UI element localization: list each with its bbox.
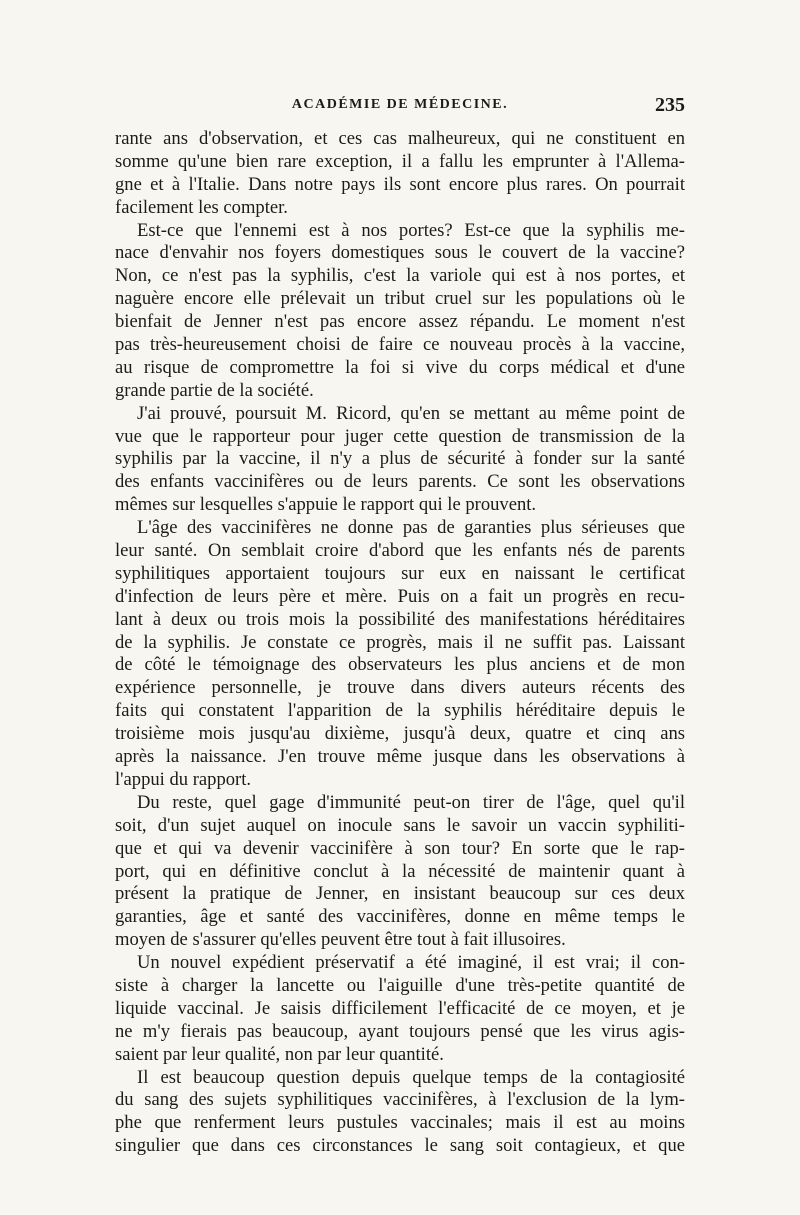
page-number: 235 — [655, 94, 685, 116]
text-line: rante ans d'observation, et ces cas malheureux, qui ne constituent en — [115, 128, 685, 149]
text-line: moyen de s'assurer qu'elles peuvent être tout à fait illusoires. — [115, 929, 566, 951]
text-line: port, qui en définitive conclut à la nécessité de maintenir quant à — [115, 860, 685, 882]
text-line: mêmes sur lesquelles s'appuie le rapport qui le prouvent. — [115, 494, 537, 516]
text-line: L'âge des vaccinifères ne donne pas de garanties plus sérieuses que — [137, 517, 685, 539]
text-line: du sang des sujets syphilitiques vaccinifères, à l'exclusion de la lym- — [115, 1089, 685, 1111]
text-line: soit, d'un sujet auquel on inocule sans le savoir un vaccin syphiliti- — [115, 814, 685, 836]
text-line: singulier que dans ces circonstances le sang soit contagieux, et que — [115, 1135, 685, 1157]
text-line: vue que le rapporteur pour juger cette question de transmission de la — [115, 425, 685, 447]
page-header — [115, 94, 685, 121]
text-line: faits qui constatent l'apparition de la syphilis héréditaire depuis le — [115, 700, 685, 722]
text-line: liquide vaccinal. Je saisis difficilement l'efficacité de ce moyen, et je — [115, 997, 685, 1019]
text-line: nace d'envahir nos foyers domestiques sous le couvert de la vaccine? — [115, 242, 685, 264]
text-line: naguère encore elle prélevait un tribut cruel sur les populations où le — [115, 288, 685, 310]
text-line: siste à charger la lancette ou l'aiguille d'une très-petite quantité de — [115, 974, 685, 996]
running-head: ACADÉMIE DE MÉDECINE. — [291, 97, 509, 112]
text-line: syphilis par la vaccine, il n'y a plus de sécurité à fonder sur la santé — [115, 448, 685, 470]
text-line: J'ai prouvé, poursuit M. Ricord, qu'en se mettant au même point de — [137, 402, 685, 424]
text-line: garanties, âge et santé des vaccinifères, donne en même temps le — [115, 906, 685, 928]
text-line: d'infection de leurs père et mère. Puis on a fait un progrès en recu- — [115, 585, 685, 607]
text-line: expérience personnelle, je trouve dans divers auteurs récents des — [115, 677, 685, 699]
text-line: syphilitiques apportaient toujours sur eux en naissant le certificat — [115, 562, 685, 584]
text-line: au risque de compromettre la foi si vive du corps médical et d'une — [115, 356, 685, 378]
text-line: lant à deux ou trois mois la possibilité des manifestations héréditaires — [115, 608, 685, 630]
text-line: leur santé. On semblait croire d'abord que les enfants nés de parents — [115, 540, 685, 562]
text-line: somme qu'une bien rare exception, il a fallu les emprunter à l'Allema- — [115, 150, 685, 172]
text-line: après la naissance. J'en trouve même jusque dans les observations à — [115, 746, 685, 768]
body-text — [115, 128, 685, 1158]
text-line: Un nouvel expédient préservatif a été imaginé, il est vrai; il con- — [137, 952, 685, 974]
text-line: bienfait de Jenner n'est pas encore assez répandu. Le moment n'est — [115, 311, 685, 333]
text-line: pas très-heureusement choisi de faire ce nouveau procès à la vaccine, — [115, 334, 685, 356]
text-line: ne m'y fierais pas beaucoup, ayant toujours pensé que les virus agis- — [115, 1020, 685, 1042]
text-line: de côté le témoignage des observateurs les plus anciens et de mon — [115, 654, 685, 676]
text-line: gne et à l'Italie. Dans notre pays ils sont encore plus rares. On pourrait — [115, 173, 685, 195]
text-line: grande partie de la société. — [115, 379, 314, 401]
text-line: facilement les compter. — [115, 196, 288, 218]
text-line: que et qui va devenir vaccinifère à son tour? En sorte que le rap- — [115, 837, 685, 859]
text-line: Il est beaucoup question depuis quelque temps de la contagiosité — [137, 1066, 685, 1088]
text-line: saient par leur qualité, non par leur quantité. — [115, 1043, 444, 1065]
text-line: des enfants vaccinifères ou de leurs parents. Ce sont les observations — [115, 471, 685, 493]
text-line: l'appui du rapport. — [115, 768, 252, 790]
text-line: Non, ce n'est pas la syphilis, c'est la variole qui est à nos portes, et — [115, 265, 685, 287]
text-line: Est-ce que l'ennemi est à nos portes? Est-ce que la syphilis me- — [137, 219, 685, 241]
text-line: Du reste, quel gage d'immunité peut-on tirer de l'âge, quel qu'il — [137, 791, 685, 813]
text-line: de la syphilis. Je constate ce progrès, mais il ne suffit pas. Laissant — [115, 631, 685, 653]
text-line: présent la pratique de Jenner, en insistant beaucoup sur ces deux — [115, 883, 685, 905]
text-line: troisième mois jusqu'au dixième, jusqu'à deux, quatre et cinq ans — [115, 723, 685, 745]
text-line: phe que renferment leurs pustules vaccinales; mais il est au moins — [115, 1112, 685, 1134]
